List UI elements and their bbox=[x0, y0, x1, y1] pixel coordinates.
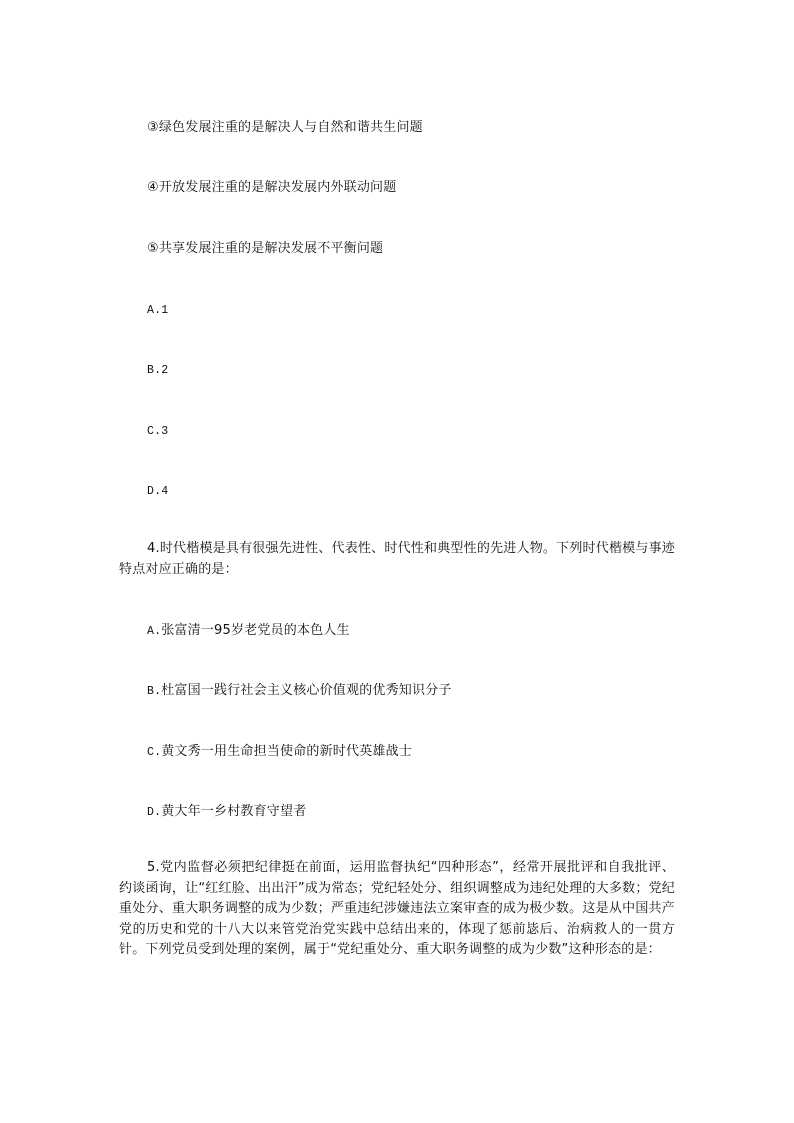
q3-option-a: A.1 bbox=[147, 304, 169, 317]
q4-option-d-text: 黄大年一乡村教育守望者 bbox=[161, 804, 307, 819]
statement-4: ④开放发展注重的是解决发展内外联动问题 bbox=[147, 180, 397, 195]
q4-option-c-letter: C. bbox=[147, 746, 162, 759]
q4-stem: 4.时代楷模是具有很强先进性、代表性、时代性和典型性的先进人物。下列时代楷模与事迹特点对应正确的是： bbox=[119, 541, 675, 577]
q4-option-d-letter: D. bbox=[147, 806, 162, 819]
q4-option-b bbox=[147, 681, 452, 702]
q4-option-c-text: 黄文秀一用生命担当使命的新时代英雄战士 bbox=[161, 744, 413, 759]
statement-5: ⑤共享发展注重的是解决发展不平衡问题 bbox=[147, 241, 384, 256]
q3-option-c: C.3 bbox=[147, 425, 169, 438]
q4-option-d bbox=[147, 802, 306, 823]
q3-option-b: B.2 bbox=[147, 364, 169, 377]
q4-option-b-text: 杜富国一践行社会主义核心价值观的优秀知识分子 bbox=[161, 683, 452, 698]
statement-3: ③绿色发展注重的是解决人与自然和谐共生问题 bbox=[147, 120, 423, 135]
q4-option-a bbox=[147, 621, 350, 642]
q5-stem: 5.党内监督必须把纪律挺在前面，运用监督执纪“四种形态”，经常开展批评和自我批评、约谈函询，让“红红脸、出出汗”成为常态；党纪轻处分、组织调整成为违纪处理的大多数；党纪重处分、重大职务调整的成为少数；严重违纪涉嫌违法立案审查的成为极少数。这是从中国共产党的历史和党的十八大以来管党治党实践中总结出来的，体现了惩前毖后、治病救人的一贯方针。下列党员受到处理的案例，属于“党纪重处分、重大职务调整的成为少数”这种形态的是： bbox=[119, 860, 675, 958]
q3-option-d: D.4 bbox=[147, 485, 169, 498]
q4-option-b-letter: B. bbox=[147, 685, 162, 698]
q4-option-a-text: 张富清一95岁老党员的本色人生 bbox=[161, 623, 350, 638]
q4-option-c bbox=[147, 742, 412, 763]
q4-option-a-letter: A. bbox=[147, 625, 162, 638]
